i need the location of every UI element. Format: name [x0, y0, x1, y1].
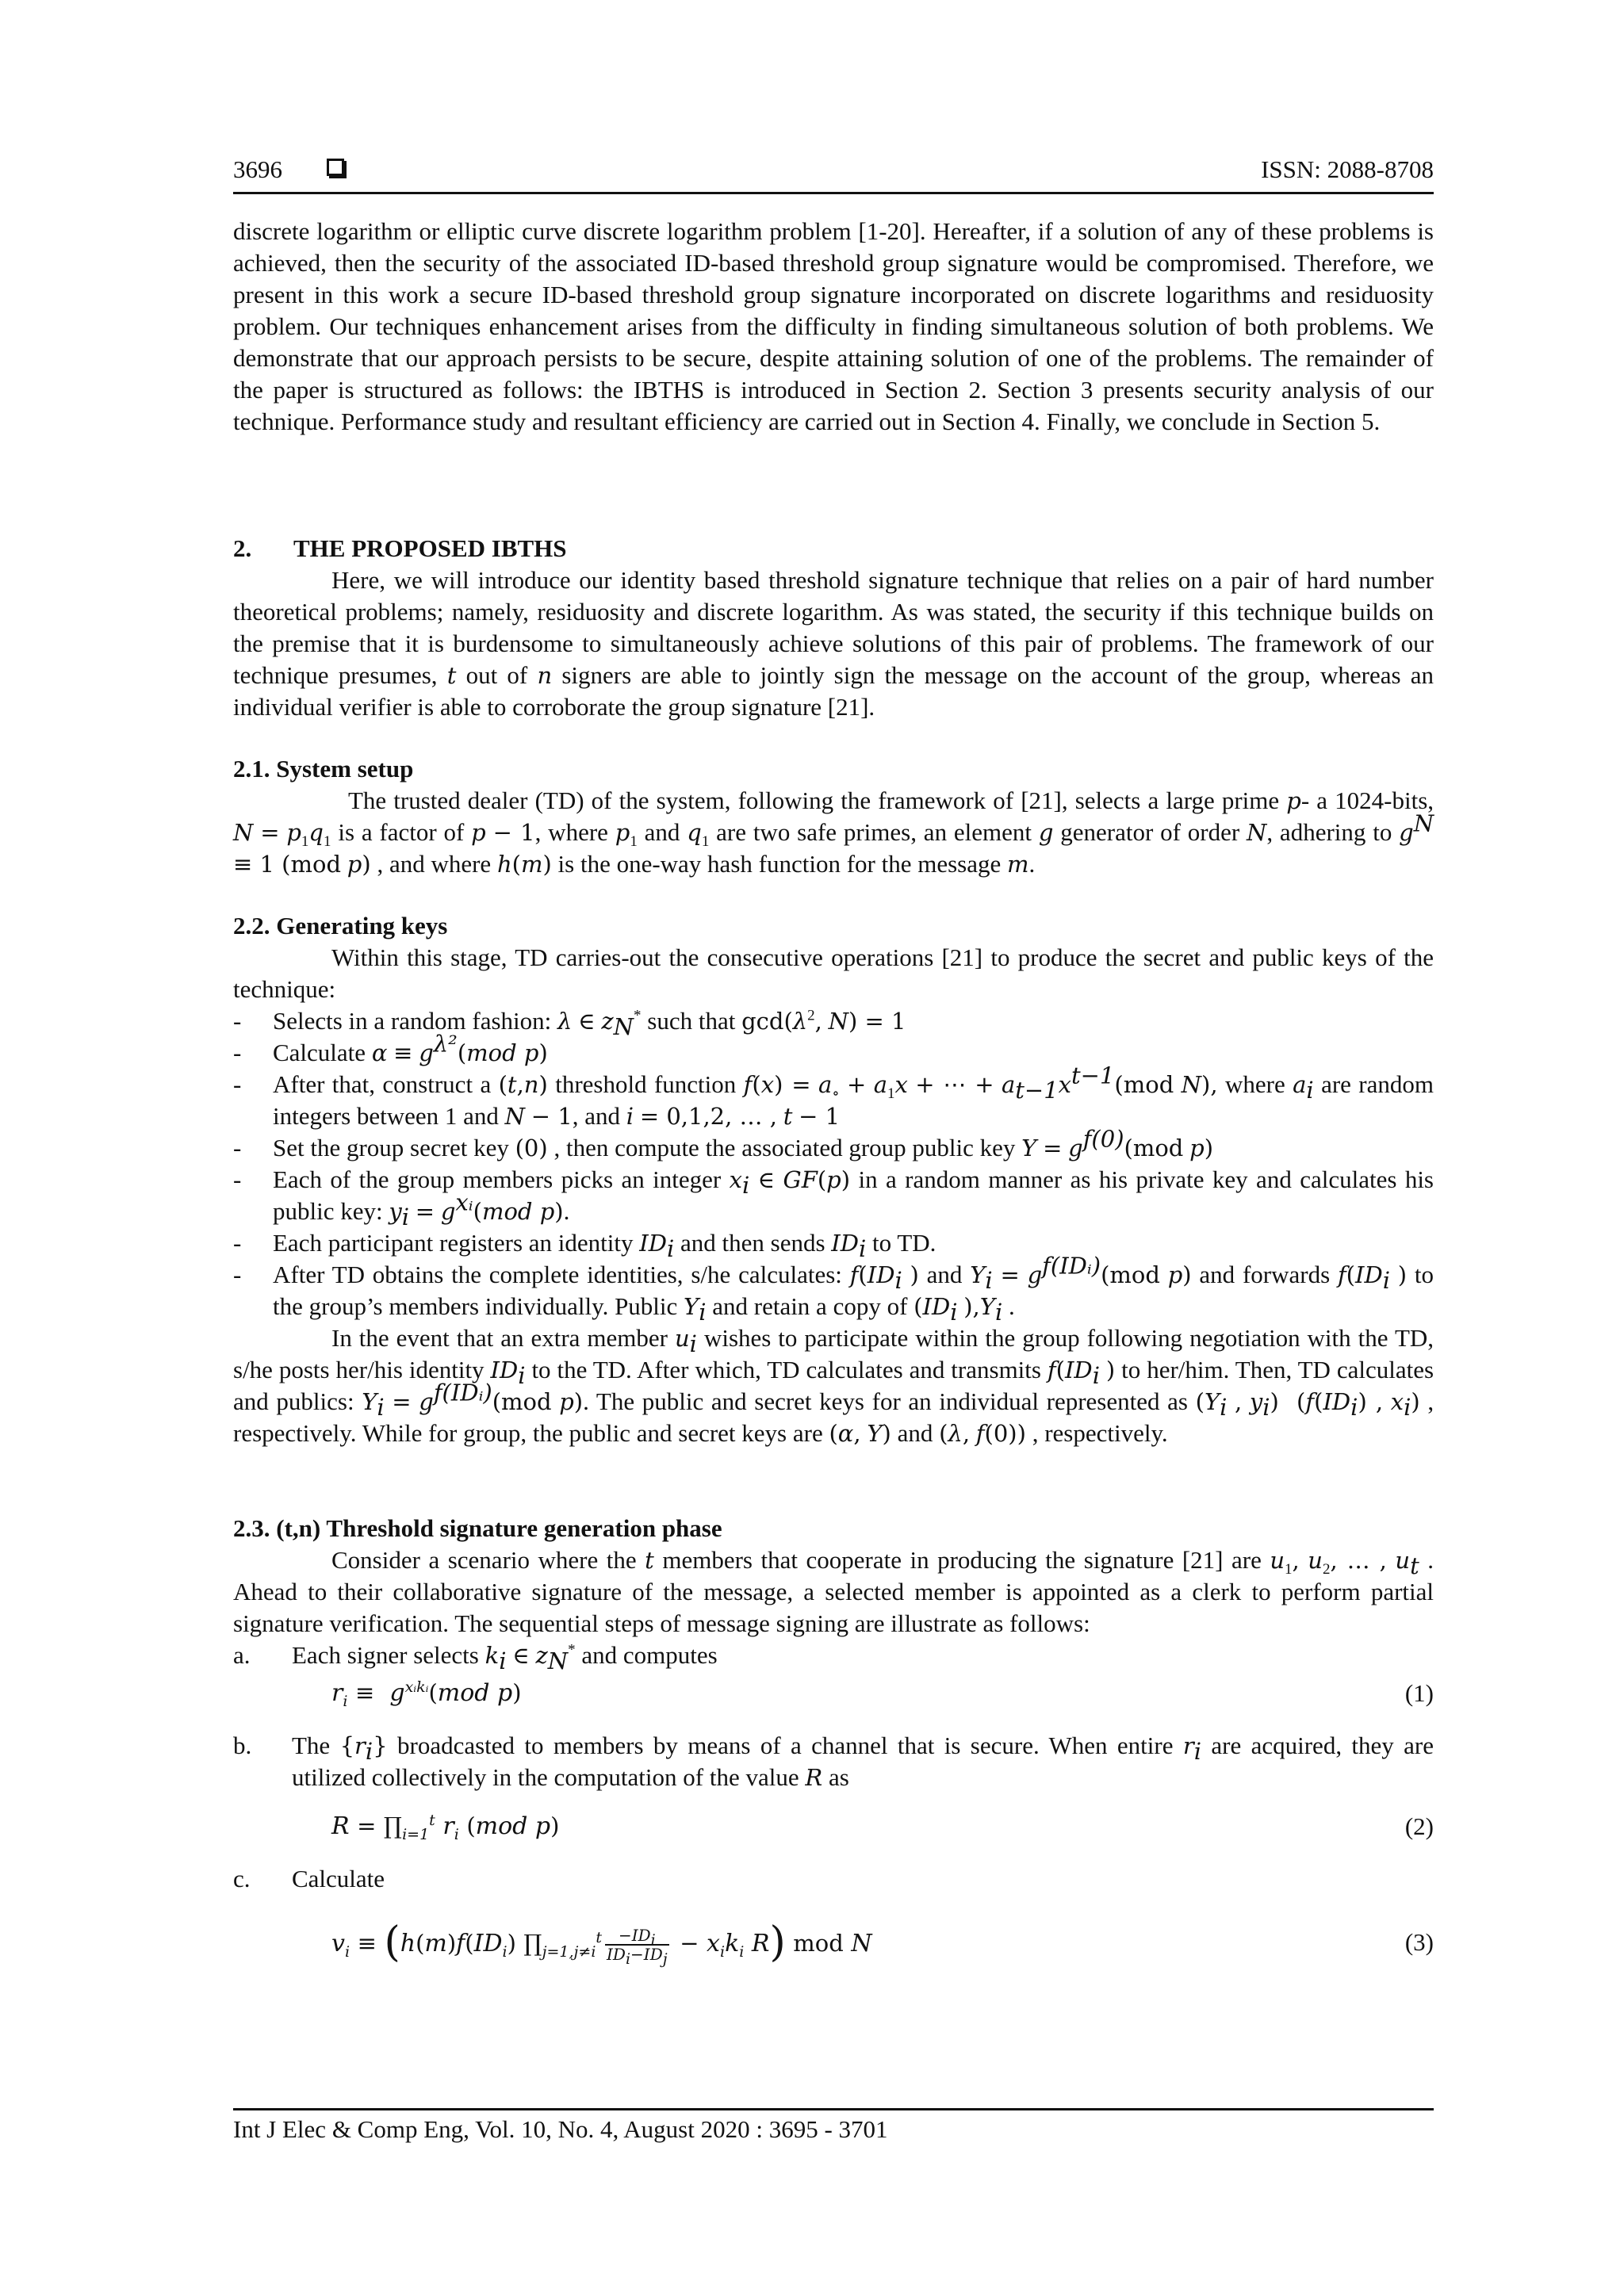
subsection-heading: 2.1. System setup — [233, 755, 414, 783]
section-heading — [233, 533, 1434, 564]
step-a: a. Each signer selects $k_i$ ∈ $z_N^*$ and computes — [233, 1641, 718, 1675]
intro-block — [233, 216, 1434, 438]
equation-number: (3) — [1404, 1928, 1434, 1956]
list-item: - Calculate $\alpha \equiv g^{\lambda^2}(mod$ p) — [233, 1037, 1434, 1069]
list-item: - After that, construct a (t,n) threshold function $f(x) = a_\circ + a_1x$ + ⋯ + $a_{t-1}x^{t-1}(mod$ N), where $a_i$ are random integers between 1 and N − 1, and i = 0,1,2, … , t − 1 — [233, 1069, 1434, 1132]
section-title: THE PROPOSED IBTHS — [293, 534, 567, 562]
list-item: - Set the group secret key (0) , then compute the associated group public key $Y = g^{f(0)}(mod$ p) — [233, 1132, 1434, 1164]
section-2-paragraph: Here, we will introduce our identity based threshold signature technique that relies on a pair of hard number theoretical problems; namely, residuosity and discrete logarithm. As was stated, the security if this technique builds on the premise that it is burdensome to simultaneously achieve solutions of this pair of problems. The framework of our technique presumes, t out of n signers are able to jointly sign the message on the account of the group, whereas an individual verifier is able to corroborate the group signature [21]. — [233, 566, 1434, 721]
equation-number: (1) — [1404, 1679, 1434, 1707]
subsection-heading: 2.2. Generating keys — [233, 912, 448, 939]
key-generation-list — [233, 1005, 1434, 1326]
intro-paragraph: discrete logarithm or elliptic curve discrete logarithm problem [1-20]. Hereafter, if a solution of any of these problems is achieved, then the security of the associated ID-based threshold group signature would be compromised. Therefore, we present in this work a secure ID-based threshold group signature incorporated on discrete logarithms and residuosity problem. Our techniques enhancement arises from the difficulty in finding simultaneous solution of both problems. We demonstrate that our approach persists to be secure, despite attaining solution of one of the problems. The remainder of the paper is structured as follows: the IBTHS is introduced in Section 2. Section 3 presents security analysis of our technique. Performance study and resultant efficiency are carried out in Section 4. Finally, we conclude in Section 5. — [233, 217, 1434, 435]
list-item: - Each participant registers an identity $ID_i$ and then sends $ID_i$ to TD. — [233, 1227, 1434, 1259]
section-number: 2. — [233, 534, 252, 562]
section-2 — [233, 533, 1434, 723]
subsection-heading: 2.3. (t,n) Threshold signature generation phase — [233, 1514, 722, 1542]
step-c: c. Calculate — [233, 1865, 385, 1892]
equation-3 — [233, 1911, 1434, 1974]
header-rule — [233, 192, 1434, 194]
extra-member-paragraph: In the event that an extra member $u_i$ wishes to participate within the group following negotiation with the TD, s/he posts her/his identity $ID_i$ to the TD. After which, TD calculates and transmits $f(ID_i$ ) to her/him. Then, TD calculates and publics: $Y_i = g^{f(IDᵢ)}(mod$ p). The public and secret keys for an individual represented as ($Y_i$ , $y_i$) ($f(ID_i)$ , $x_i$) , respectively. While for group, the public and secret keys are (α, Y) and (λ, f(0)) , respectively. — [233, 1324, 1434, 1447]
page-number: 3696 — [233, 155, 282, 183]
signing-steps — [233, 1640, 1434, 1974]
page-header — [233, 155, 1434, 193]
equation-3-formula: $v_i \equiv (h(m)f(ID_i)$ $\prod_{j=1,j\ne i}^t$ $\frac{-ID_i}{ID_i-ID_j}$ − $x_ik_i$ R) mod N — [331, 1919, 872, 1968]
list-item: - After TD obtains the complete identities, s/he calculates: $f(ID_i$ ) and $Y_i = g^{f(IDᵢ)}(mod$ p) and forwards $f(ID_i$ ) to the group’s members individually. Public $Y_i$ and retain a copy of ($ID_i$ )$,Y_i$ . — [233, 1259, 1434, 1322]
issn: ISSN: 2088-8708 — [1261, 155, 1434, 183]
equation-1-formula: $r_i \equiv g^{xᵢkᵢ}(mod$ p) — [331, 1678, 522, 1710]
list-item: - Each of the group members picks an integer $x_i$ ∈ GF(p) in a random manner as his private key and calculates his public key: $y_i = g^{xᵢ}(mod$ p). — [233, 1164, 1434, 1227]
equation-2-formula: $R = \prod_{i=1}^t$ $r_i$ (mod p) — [331, 1812, 560, 1843]
square-bullet-icon — [327, 159, 344, 176]
step-b: b. The $\{r_i\}$ broadcasted to members by means of a channel that is secure. When entire $r_i$ are acquired, they are utilized collectively in the computation of the value R as — [233, 1732, 1434, 1791]
subsection-2-1 — [233, 753, 1434, 880]
subsection-2-2 — [233, 910, 1434, 1449]
equation-1 — [233, 1671, 1434, 1719]
generating-keys-intro: Within this stage, TD carries-out the consecutive operations [21] to produce the secret and public keys of the technique: — [233, 943, 1434, 1003]
footer-citation: Int J Elec & Comp Eng, Vol. 10, No. 4, August 2020 : 3695 - 3701 — [233, 2115, 888, 2143]
subsection-2-3 — [233, 1513, 1434, 1974]
threshold-intro-paragraph: Consider a scenario where the t members that cooperate in producing the signature [21] are $u_1$, $u_2$, … , $u_t$ . Ahead to their collaborative signature of the message, a selected member is appointed as a clerk to perform partial signature verification. The sequential steps of message signing are illustrate as follows: — [233, 1546, 1434, 1637]
equation-number: (2) — [1404, 1812, 1434, 1840]
equation-2 — [233, 1804, 1434, 1852]
system-setup-paragraph: The trusted dealer (TD) of the system, following the framework of [21], selects a large prime p- a 1024-bits, $N = p_1q_1$ is a factor of p − 1, where $p_1$ and $q_1$ are two safe primes, an element g generator of order N, adhering to $g^N \equiv 1$ (mod p) , and where h(m) is the one-way hash function for the message m. — [233, 786, 1434, 878]
footer-rule — [233, 2108, 1434, 2110]
list-item: - Selects in a random fashion: λ ∈ $z_N^*$ such that $\gcd(\lambda^2$, N) = 1 — [233, 1005, 1434, 1037]
